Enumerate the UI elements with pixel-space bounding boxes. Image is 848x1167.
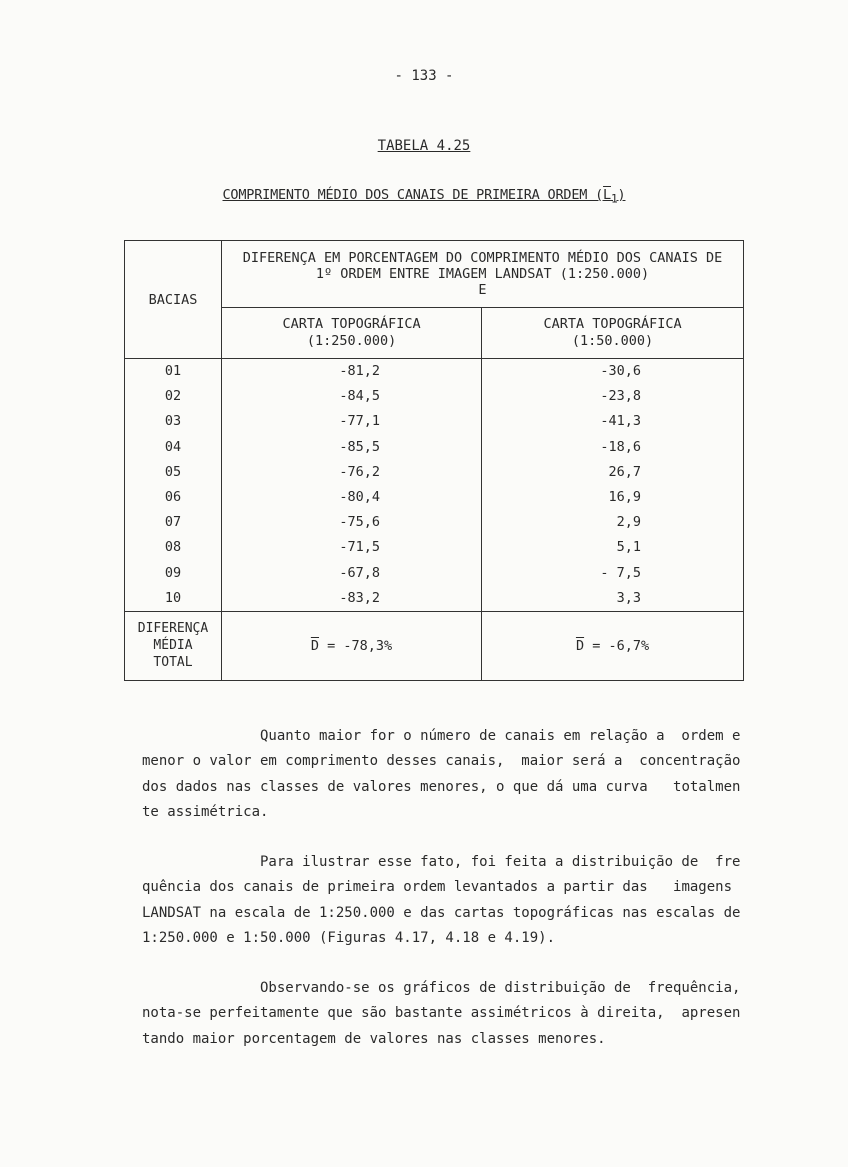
group-header: [222, 241, 744, 308]
table-subtitle-subscript: 1: [610, 192, 618, 206]
paragraph: [142, 850, 742, 951]
paragraph: [142, 976, 742, 1052]
paragraph-line: 1:250.000 e 1:50.000 (Figuras 4.17, 4.18 e 4.19).: [142, 929, 556, 946]
value-250k: -83,2: [339, 589, 381, 606]
bacia-id: 10: [164, 589, 182, 606]
values-50k-column: [482, 359, 744, 612]
value-250k: -71,5: [339, 539, 381, 556]
bacia-id: 08: [164, 539, 182, 556]
value-250k: -81,2: [339, 363, 381, 379]
row-header-bacias: BACIAS: [125, 241, 222, 359]
paragraph-line: LANDSAT na escala de 1:250.000 e das cartas topográficas nas escalas de: [142, 904, 741, 921]
group-header-line2: 1º ORDEM ENTRE IMAGEM LANDSAT (1:250.000): [315, 266, 650, 282]
mean-symbol: $\overline{D}$: [575, 637, 585, 654]
data-table: [124, 240, 744, 681]
column-header-50k-line1: CARTA TOPOGRÁFICA: [543, 316, 682, 332]
value-250k: -75,6: [339, 514, 381, 531]
group-header-line1: DIFERENÇA EM PORCENTAGEM DO COMPRIMENTO MÉDIO DOS CANAIS DE: [242, 250, 723, 266]
bacia-id: 01: [164, 363, 182, 379]
values-250k-column: [222, 359, 482, 612]
table-subtitle: [0, 187, 848, 206]
footer-label-line1: DIFERENÇA: [137, 621, 209, 637]
mean-250k-value: = -78,3%: [319, 637, 393, 654]
paragraph-line: te assimétrica.: [142, 803, 269, 820]
value-50k: -30,6: [600, 363, 641, 379]
paragraph-line: Quanto maior for o número de canais em relação a ordem e: [260, 728, 741, 744]
column-header-50k-line2: (1:50.000): [571, 333, 654, 349]
value-250k: -84,5: [339, 388, 381, 405]
paragraph-line: nota-se perfeitamente que são bastante assimétricos à direita, apresen: [142, 1005, 741, 1022]
paragraph-line: dos dados nas classes de valores menores, o que dá uma curva totalmen: [142, 778, 741, 795]
table-title: TABELA 4.25: [377, 138, 471, 154]
bacia-id: 05: [164, 463, 182, 480]
footer-label-line3: TOTAL: [153, 655, 193, 671]
value-50k: - 7,5: [600, 564, 641, 581]
mean-50k-value: = -6,7%: [584, 637, 650, 654]
value-50k: -41,3: [600, 413, 641, 430]
table-subtitle-symbol: L: [603, 187, 611, 203]
value-50k: 5,1: [616, 539, 641, 556]
paragraph-line: menor o valor em comprimento desses canais, maior será a concentração: [142, 753, 741, 770]
mean-50k: [482, 611, 744, 680]
page-number: - 133 -: [394, 68, 454, 84]
footer-label: [125, 611, 222, 680]
bacia-id: 04: [164, 438, 182, 455]
value-250k: -76,2: [339, 463, 381, 480]
group-header-line3: E: [478, 282, 487, 298]
paragraph: [142, 724, 742, 825]
table-subtitle-text: COMPRIMENTO MÉDIO DOS CANAIS DE PRIMEIRA ORDEM (: [222, 187, 604, 203]
bacia-id: 09: [164, 564, 182, 581]
column-header-250k-line1: CARTA TOPOGRÁFICA: [282, 316, 421, 332]
column-header-250k-line2: (1:250.000): [306, 333, 397, 349]
bacia-id: 06: [164, 488, 182, 505]
mean-symbol: $\overline{D}$: [310, 637, 320, 654]
value-50k: -23,8: [600, 388, 641, 405]
value-50k: -18,6: [600, 438, 641, 455]
mean-250k: [222, 611, 482, 680]
paragraph-line: tando maior porcentagem de valores nas classes menores.: [142, 1030, 606, 1047]
value-250k: -80,4: [339, 488, 381, 505]
bacias-column: [125, 359, 222, 612]
column-header-50k: [482, 308, 744, 359]
value-50k: 16,9: [608, 488, 641, 505]
value-50k: 3,3: [616, 589, 641, 606]
value-250k: -77,1: [339, 413, 381, 430]
footer-label-line2: MÉDIA: [153, 638, 193, 654]
paragraph-line: Observando-se os gráficos de distribuição de frequência,: [260, 980, 741, 996]
column-header-250k: [222, 308, 482, 359]
table-subtitle-close: ): [617, 187, 626, 203]
value-250k: -85,5: [339, 438, 381, 455]
value-50k: 26,7: [608, 463, 641, 480]
paragraph-line: Para ilustrar esse fato, foi feita a distribuição de fre: [260, 854, 741, 870]
bacia-id: 07: [164, 514, 182, 531]
paragraph-line: quência dos canais de primeira ordem levantados a partir das imagens: [142, 879, 733, 896]
value-250k: -67,8: [339, 564, 381, 581]
bacia-id: 02: [164, 388, 182, 405]
value-50k: 2,9: [616, 514, 641, 531]
bacia-id: 03: [164, 413, 182, 430]
